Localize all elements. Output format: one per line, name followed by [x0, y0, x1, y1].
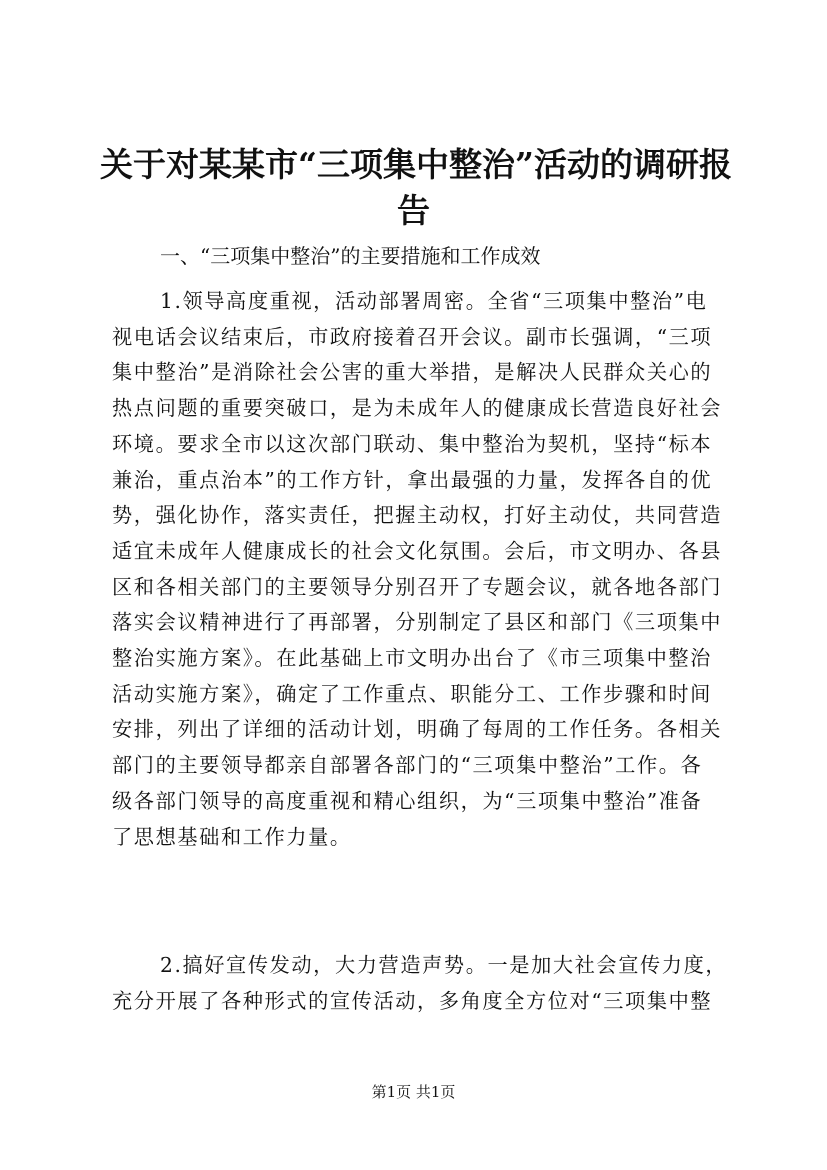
- paragraph-line: 适宜未成年人健康成长的社会文化氛围。会后，市文明办、各县: [112, 538, 723, 563]
- paragraph-2: [112, 948, 728, 1019]
- paragraph-line: 热点问题的重要突破口，是为未成年人的健康成长营造良好社会: [112, 396, 723, 421]
- paragraph-1: [112, 284, 722, 855]
- paragraph-line: 视电话会议结束后，市政府接着召开会议。副市长强调，“三项: [112, 324, 713, 349]
- title-line-2: 告: [397, 191, 430, 230]
- document-title: [100, 142, 732, 234]
- paragraph-line: 充分开展了各种形式的宣传活动，多角度全方位对“三项集中整: [112, 988, 713, 1013]
- title-line-1: 关于对某某市“三项集中整治”活动的调研报: [100, 145, 732, 184]
- paragraph-line: 落实会议精神进行了再部署，分别制定了县区和部门《三项集中: [112, 610, 723, 635]
- paragraph-line: 势，强化协作，落实责任，把握主动权，打好主动仗，共同营造: [112, 503, 723, 528]
- page-footer: 第1页 共1页: [371, 1083, 456, 1101]
- paragraph-line: 安排，列出了详细的活动计划，明确了每周的工作任务。各相关: [112, 717, 723, 742]
- paragraph-line: 环境。要求全市以这次部门联动、集中整治为契机，坚持“标本: [112, 431, 713, 456]
- section-heading: 一、“三项集中整治”的主要措施和工作成效: [160, 244, 541, 268]
- paragraph-line: 级各部门领导的高度重视和精心组织，为“三项集中整治”准备: [112, 788, 703, 813]
- paragraph-line: 整治实施方案》。在此基础上市文明办出台了《市三项集中整治: [112, 646, 712, 671]
- paragraph-line: 1.领导高度重视，活动部署周密。全省“三项集中整治”电: [160, 289, 708, 313]
- paragraph-line: 部门的主要领导都亲自部署各部门的“三项集中整治”工作。各: [112, 753, 703, 778]
- paragraph-line: 活动实施方案》，确定了工作重点、职能分工、工作步骤和时间: [112, 681, 712, 706]
- paragraph-line: 了思想基础和工作力量。: [112, 824, 352, 849]
- paragraph-line: 兼治，重点治本”的工作方针，拿出最强的力量，发挥各自的优: [112, 467, 713, 492]
- paragraph-line: 区和各相关部门的主要领导分别召开了专题会议，就各地各部门: [112, 574, 723, 599]
- paragraph-line: 集中整治”是消除社会公害的重大举措，是解决人民群众关心的: [112, 360, 713, 385]
- paragraph-line: 2.搞好宣传发动，大力营造声势。一是加大社会宣传力度，: [160, 953, 728, 977]
